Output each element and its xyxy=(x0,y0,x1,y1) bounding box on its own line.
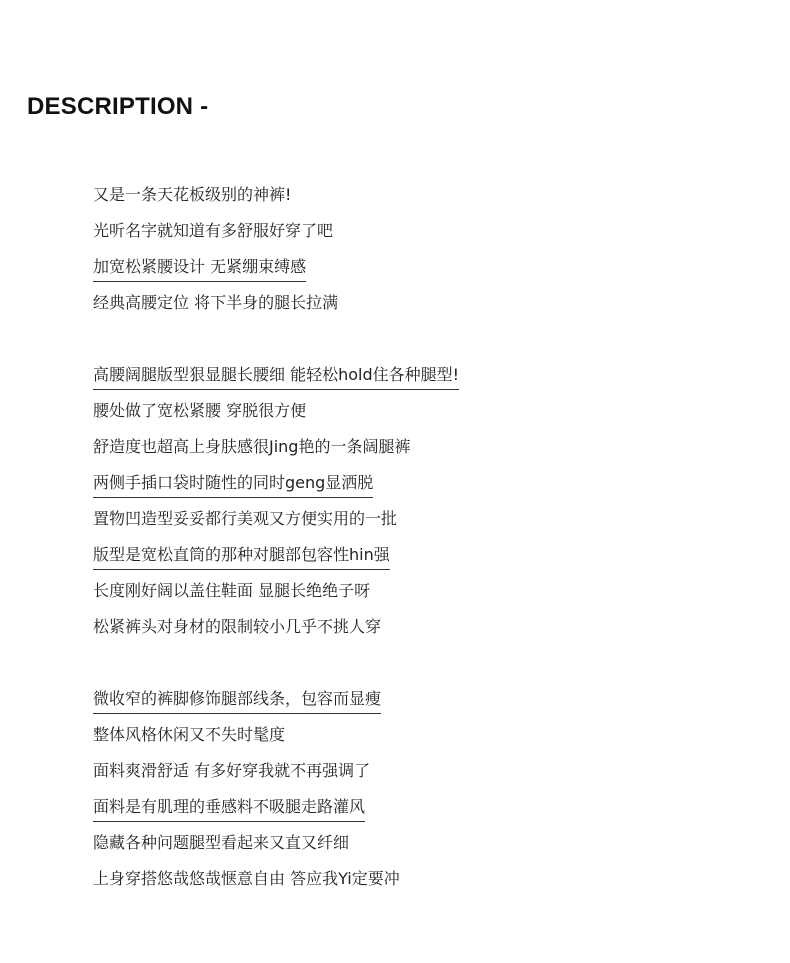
description-line: 隐藏各种问题腿型看起来又直又纤细 xyxy=(93,833,350,852)
description-line: 高腰阔腿版型狠显腿长腰细 能轻松hold住各种腿型! xyxy=(93,363,459,390)
description-line: 松紧裤头对身材的限制较小几乎不挑人穿 xyxy=(93,617,382,636)
description-line: 置物凹造型妥妥都行美观又方便实用的一批 xyxy=(93,509,398,528)
description-line: 加宽松紧腰设计 无紧绷束缚感 xyxy=(93,255,306,282)
description-line: 又是一条天花板级别的神裤! xyxy=(93,185,292,204)
description-line: 两侧手插口袋时随性的同时geng显洒脱 xyxy=(93,471,373,498)
description-line: 经典高腰定位 将下半身的腿长拉满 xyxy=(93,293,339,312)
description-text xyxy=(93,0,783,963)
description-line: 长度刚好阔以盖住鞋面 显腿长绝绝子呀 xyxy=(93,581,371,600)
description-line: 舒造度也超高上身肤感很Jing艳的一条阔腿裤 xyxy=(93,437,411,456)
page-title: DESCRIPTION - xyxy=(27,93,209,120)
description-line: 光听名字就知道有多舒服好穿了吧 xyxy=(93,221,334,240)
description-line: 面料爽滑舒适 有多好穿我就不再强调了 xyxy=(93,761,371,780)
description-line: 整体风格休闲又不失时髦度 xyxy=(93,725,286,744)
description-line: 面料是有肌理的垂感料不吸腿走路灌风 xyxy=(93,795,365,822)
description-line: 微收窄的裤脚修饰腿部线条，包容而显瘦 xyxy=(93,687,381,714)
description-line: 腰处做了宽松紧腰 穿脱很方便 xyxy=(93,401,307,420)
description-line: 版型是宽松直筒的那种对腿部包容性hin强 xyxy=(93,543,390,570)
description-line: 上身穿搭悠哉悠哉惬意自由 答应我Yi定要冲 xyxy=(93,869,400,888)
